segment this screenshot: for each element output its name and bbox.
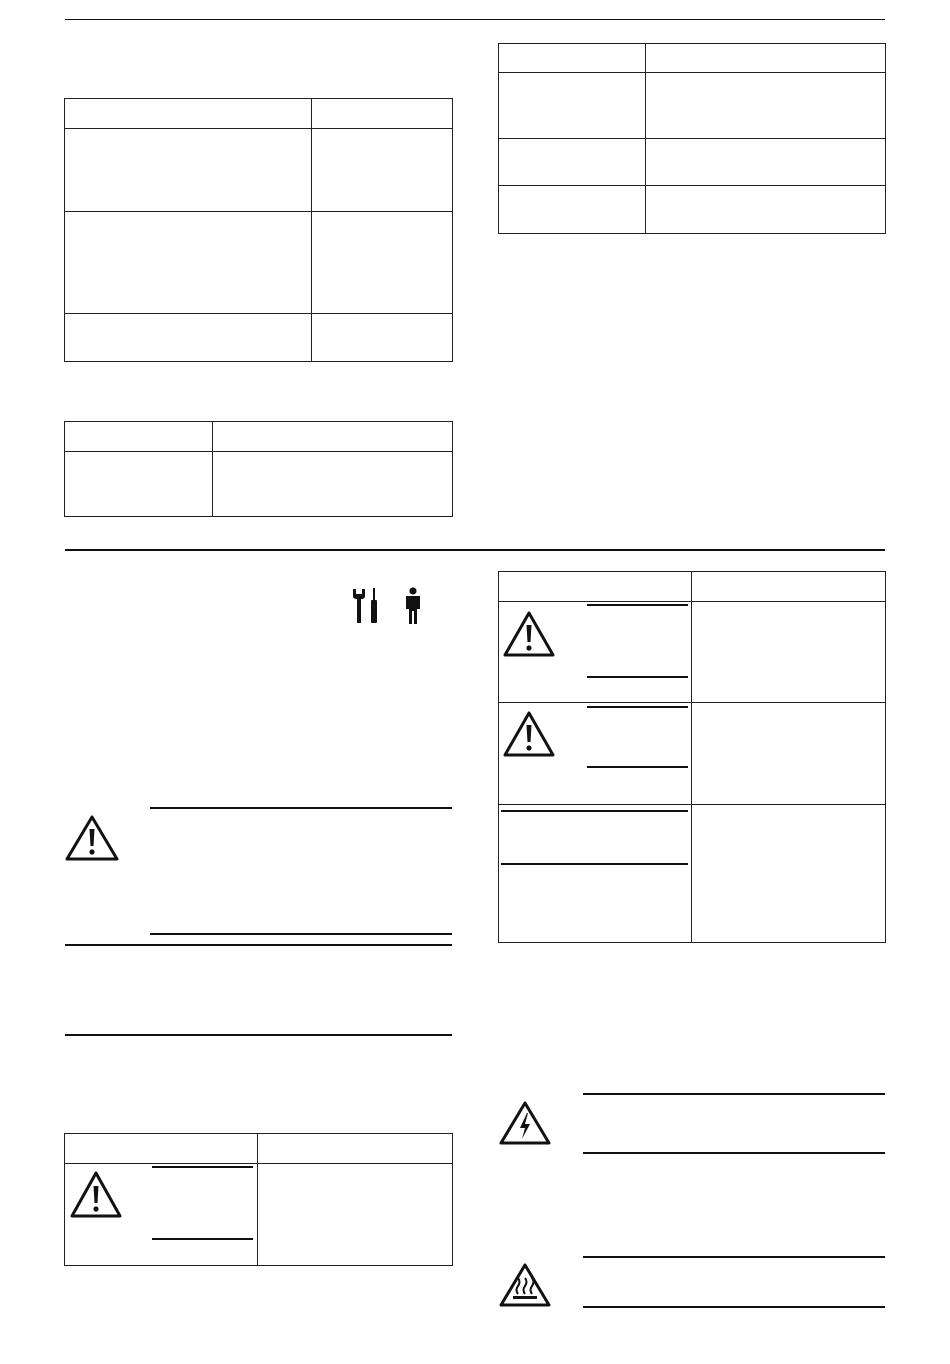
note-bottom-rule (65, 1034, 452, 1036)
table-cell (646, 139, 886, 186)
table-header-cell (213, 422, 453, 452)
table-cell (258, 1164, 453, 1266)
table-cell (312, 314, 453, 362)
cell-top-rule (501, 810, 688, 812)
table-cell (312, 129, 453, 212)
table-cell (499, 186, 646, 234)
hot-bottom-rule (583, 1306, 885, 1308)
table-header-cell (499, 572, 692, 602)
warning-triangle-icon (69, 1170, 123, 1220)
cell-top-rule (587, 706, 688, 708)
cell-top-rule (152, 1166, 253, 1168)
table-cell (65, 212, 312, 314)
table-mid-left (64, 421, 453, 517)
warning-triangle-icon (64, 814, 120, 862)
table-header-cell (312, 99, 453, 129)
electric-hazard-icon (498, 1100, 552, 1146)
table-cell (646, 186, 886, 234)
table-cell (692, 703, 886, 805)
table-cell (692, 602, 886, 703)
table-header-cell (646, 44, 886, 73)
electric-top-rule (583, 1093, 885, 1095)
table-header-cell (65, 1134, 258, 1164)
table-cell (692, 805, 886, 943)
table-cell (213, 452, 453, 517)
cell-bottom-rule (587, 676, 688, 678)
note-top-rule (65, 944, 452, 946)
section-divider (65, 549, 885, 551)
table-cell (65, 314, 312, 362)
cell-bottom-rule (587, 766, 688, 768)
warning-triangle-icon (502, 610, 556, 658)
table-cell (646, 73, 886, 139)
table-header-cell (499, 44, 646, 73)
table-cell (499, 73, 646, 139)
table-right-warnings (498, 571, 886, 943)
cell-bottom-rule (501, 863, 688, 865)
hot-surface-icon (498, 1262, 552, 1308)
person-icon (402, 587, 424, 625)
cell-bottom-rule (152, 1238, 253, 1240)
table-header-cell (258, 1134, 453, 1164)
table-top-right (498, 43, 886, 234)
header-rule (65, 19, 885, 20)
table-cell (65, 129, 312, 212)
table-top-left (64, 98, 453, 362)
warning-triangle-icon (502, 710, 556, 758)
table-cell (312, 212, 453, 314)
warning-bottom-rule (150, 933, 452, 935)
table-header-cell (65, 99, 312, 129)
table-header-cell (65, 422, 213, 452)
wrench-screwdriver-icon (350, 587, 382, 625)
table-header-cell (692, 572, 886, 602)
electric-bottom-rule (583, 1152, 885, 1154)
cell-top-rule (587, 604, 688, 606)
hot-top-rule (583, 1256, 885, 1258)
table-cell (499, 805, 692, 943)
table-cell (65, 452, 213, 517)
table-cell (499, 139, 646, 186)
warning-top-rule (150, 807, 452, 809)
